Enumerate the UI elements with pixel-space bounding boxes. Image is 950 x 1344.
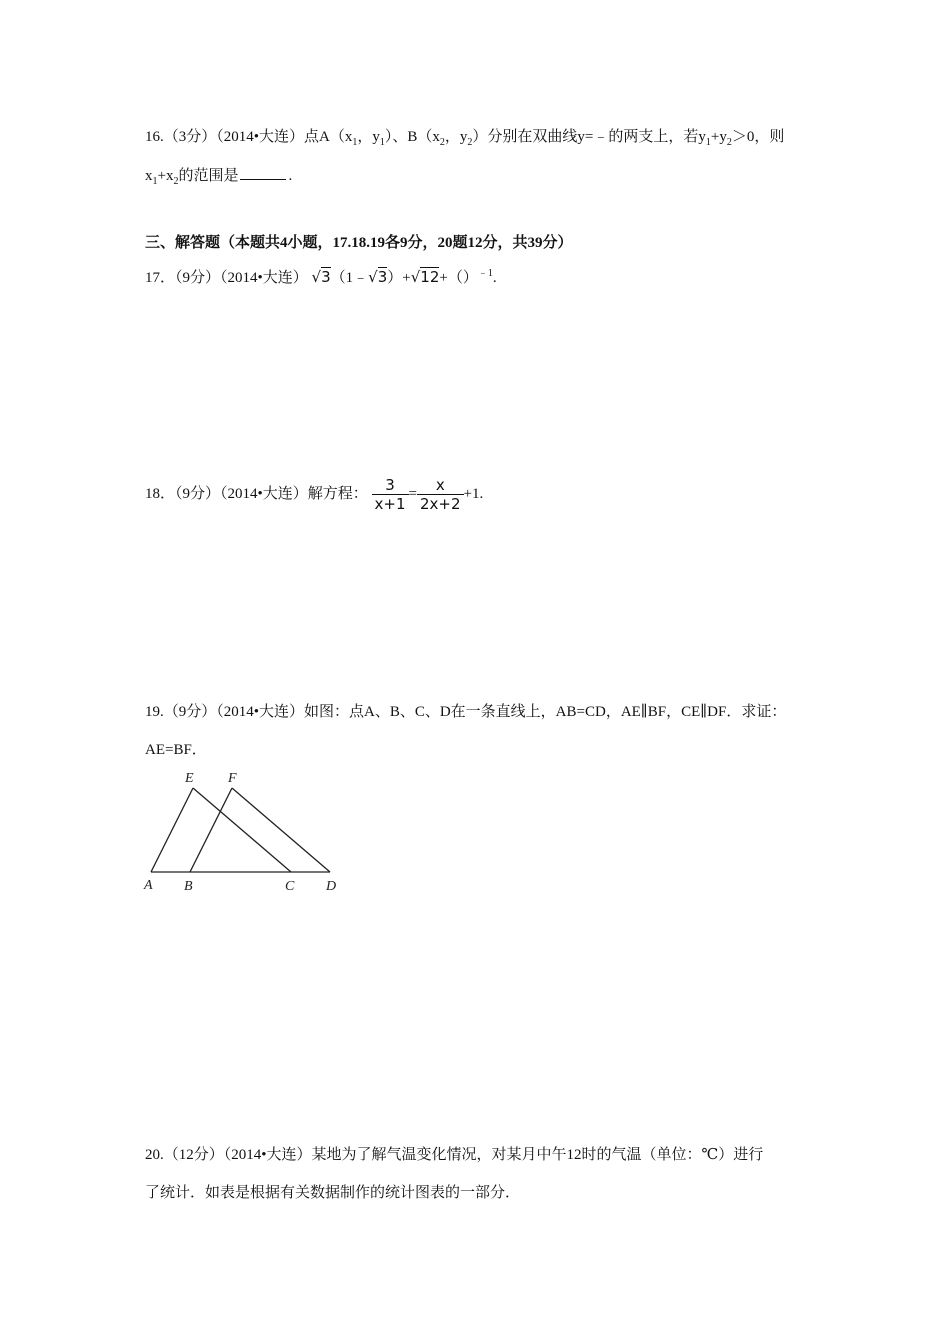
label-F: F xyxy=(228,771,237,786)
sqrt-3b-expression: √3 xyxy=(368,268,388,286)
segment-FD xyxy=(232,788,330,872)
label-D: D xyxy=(326,879,337,894)
label-B: B xyxy=(184,879,193,894)
q19-line2: AE=BF． xyxy=(145,742,207,758)
segment-BF xyxy=(190,788,232,872)
radical-icon: √ xyxy=(410,268,421,286)
fraction-2: $\frac{x}{2x+2}$ xyxy=(417,476,464,513)
segment-AE xyxy=(151,788,193,872)
geometry-figure xyxy=(140,768,350,898)
answer-blank[interactable] xyxy=(240,165,286,180)
section-heading: 三、解答题（本题共4小题，17.18.19各9分，20题12分，共39分） xyxy=(145,235,573,251)
label-A: A xyxy=(144,878,153,893)
sqrt-3-expression: √3 xyxy=(311,268,331,286)
q16-line1: 16.（3分）（2014•大连）点$A(x_1$，$y_1$）、$B(x_2$，$y_2$）分别在双曲线y=﹣的两支上，若$y_1+y_2>0$，则 xyxy=(145,129,785,148)
q20-line1: 20.（12分）（2014•大连）某地为了解气温变化情况，对某月中午12时的气温（单位：℃）进行 xyxy=(145,1147,764,1163)
sqrt-12-expression: √12 xyxy=(410,268,440,286)
label-E: E xyxy=(185,771,194,786)
q19-line1: 19.（9分）（2014•大连）如图：点A、B、C、D在一条直线上，AB=CD，AE∥BF，CE∥DF．求证： xyxy=(145,704,787,720)
q18-line: 18．（9分）（2014•大连）解方程： $\frac{3}{x+1}$ = $\frac{x}{2x+2}$ +1. xyxy=(145,476,484,514)
label-C: C xyxy=(285,879,295,894)
radical-icon: √ xyxy=(368,268,378,286)
fraction-1: $\frac{3}{x+1}$ xyxy=(372,476,409,513)
radical-icon: √ xyxy=(311,268,322,286)
segment-EC xyxy=(193,788,291,872)
q16-line2: $x_1+x_2$的范围是 . xyxy=(145,165,292,186)
q17-line: 17．（9分）（2014•大连） √3（1﹣√3）+√12+（）$^{﹣1}$. xyxy=(145,268,497,286)
q20-line2: 了统计．如表是根据有关数据制作的统计图表的一部分． xyxy=(145,1185,521,1201)
